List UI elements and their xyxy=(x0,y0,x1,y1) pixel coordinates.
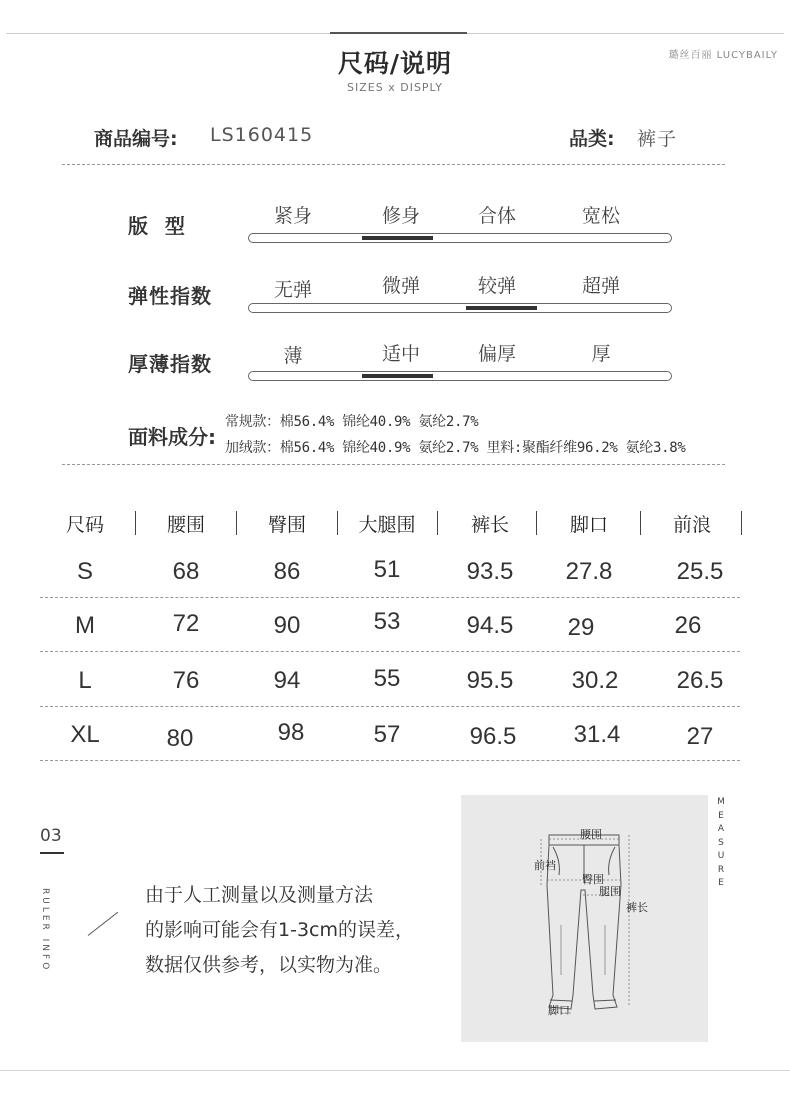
table-cell: 27 xyxy=(686,723,714,750)
diagram-label-thigh: 腿围 xyxy=(599,885,621,898)
table-cell: 80 xyxy=(166,725,194,752)
table-header-separator xyxy=(640,511,641,535)
category-value: 裤子 xyxy=(637,128,678,150)
table-cell: S xyxy=(76,558,93,585)
table-cell: 93.5 xyxy=(466,558,514,585)
table-cell: 51 xyxy=(373,556,401,583)
measure-vertical-label: M E A S U R E xyxy=(717,797,725,888)
table-header-cell: 大腿围 xyxy=(358,514,416,536)
table-cell: 68 xyxy=(172,558,200,585)
scale-selected-marker xyxy=(466,306,537,310)
table-cell: 55 xyxy=(373,665,401,692)
table-cell: 53 xyxy=(373,608,401,635)
ruler-info-label: RULER INFO xyxy=(40,888,50,973)
table-header-separator xyxy=(236,511,237,535)
fabric-label: 面料成分: xyxy=(128,425,216,449)
table-cell: 31.4 xyxy=(573,721,621,748)
table-header-cell: 臀围 xyxy=(267,514,306,536)
table-row-divider xyxy=(40,651,740,652)
table-cell: 57 xyxy=(373,721,401,748)
table-cell: 30.2 xyxy=(571,667,619,694)
table-header-cell: 腰围 xyxy=(166,514,205,536)
scale-selected-marker xyxy=(362,236,433,240)
table-header-separator xyxy=(135,511,136,535)
table-cell: L xyxy=(78,667,92,694)
table-row-divider xyxy=(40,760,740,761)
table-cell: 95.5 xyxy=(466,667,514,694)
table-header-separator xyxy=(536,511,537,535)
table-row-divider xyxy=(40,597,740,598)
table-header-separator xyxy=(437,511,438,535)
attribute-label: 版 型 xyxy=(128,214,186,238)
attribute-option: 宽松 xyxy=(581,205,620,227)
product-code-label: 商品编号: xyxy=(94,128,178,150)
table-header-separator xyxy=(337,511,338,535)
attribute-option: 偏厚 xyxy=(477,343,516,365)
slash-decoration xyxy=(88,912,119,936)
attribute-option: 合体 xyxy=(477,205,516,227)
table-cell: 94.5 xyxy=(466,612,514,639)
scale-track xyxy=(248,303,672,313)
table-cell: 86 xyxy=(273,558,301,585)
table-header-cell: 裤长 xyxy=(470,514,509,536)
table-cell: M xyxy=(75,612,95,639)
pants-measure-diagram xyxy=(461,795,708,1042)
diagram-label-waist: 腰围 xyxy=(580,828,602,841)
attribute-option: 紧身 xyxy=(273,205,312,227)
attribute-option: 薄 xyxy=(283,345,303,367)
section-number-underline xyxy=(40,852,64,854)
diagram-label-hem: 脚口 xyxy=(548,1004,570,1017)
table-header-cell: 尺码 xyxy=(65,514,104,536)
page-subtitle: SIZES x DISPLY xyxy=(347,81,443,94)
attribute-option: 厚 xyxy=(591,343,611,365)
table-cell: 72 xyxy=(172,610,200,637)
table-row-divider xyxy=(40,706,740,707)
table-header-cell: 脚口 xyxy=(569,514,608,536)
attribute-option: 超弹 xyxy=(581,275,620,297)
attribute-option: 微弹 xyxy=(381,275,420,297)
diagram-label-front-rise: 前裆 xyxy=(534,859,556,872)
category-label: 品类: xyxy=(569,128,615,150)
attribute-label: 厚薄指数 xyxy=(128,352,212,376)
table-cell: 29 xyxy=(567,614,595,641)
table-cell: 96.5 xyxy=(469,723,517,750)
product-code-value: LS160415 xyxy=(210,124,314,146)
attribute-label: 弹性指数 xyxy=(128,284,212,308)
fabric-fleece: 加绒款：棉56.4% 锦纶40.9% 氨纶2.7% 里料:聚酯纤维96.2% 氨纶3.8% xyxy=(225,440,686,456)
top-rule-accent xyxy=(330,32,467,34)
table-header-cell: 前浪 xyxy=(672,514,711,536)
page-title: 尺码/说明 xyxy=(337,49,453,78)
divider xyxy=(62,464,725,465)
divider xyxy=(62,164,725,165)
diagram-label-length: 裤长 xyxy=(626,901,648,914)
attribute-option: 适中 xyxy=(381,343,420,365)
scale-track xyxy=(248,233,672,243)
note-line-3: 数据仅供参考，以实物为准。 xyxy=(145,954,393,976)
attribute-option: 无弹 xyxy=(273,279,312,301)
table-cell: 94 xyxy=(273,667,301,694)
attribute-option: 较弹 xyxy=(477,275,516,297)
table-cell: 25.5 xyxy=(676,558,724,585)
table-cell: 76 xyxy=(172,667,200,694)
note-line-1: 由于人工测量以及测量方法 xyxy=(145,884,374,906)
brand-name: 璐丝百丽 LUCYBAILY xyxy=(668,50,778,61)
table-cell: 26 xyxy=(674,612,702,639)
table-cell: 98 xyxy=(277,719,305,746)
attribute-option: 修身 xyxy=(381,205,420,227)
scale-track xyxy=(248,371,672,381)
table-header-separator xyxy=(741,511,742,535)
bottom-rule xyxy=(0,1070,790,1071)
table-cell: XL xyxy=(70,721,100,748)
note-line-2: 的影响可能会有1-3cm的误差， xyxy=(145,919,414,941)
section-number: 03 xyxy=(40,826,62,846)
scale-selected-marker xyxy=(362,374,433,378)
fabric-regular: 常规款：棉56.4% 锦纶40.9% 氨纶2.7% xyxy=(225,414,479,430)
table-cell: 90 xyxy=(273,612,301,639)
table-cell: 27.8 xyxy=(565,558,613,585)
table-cell: 26.5 xyxy=(676,667,724,694)
diagram-label-hip: 臀围 xyxy=(582,873,604,886)
